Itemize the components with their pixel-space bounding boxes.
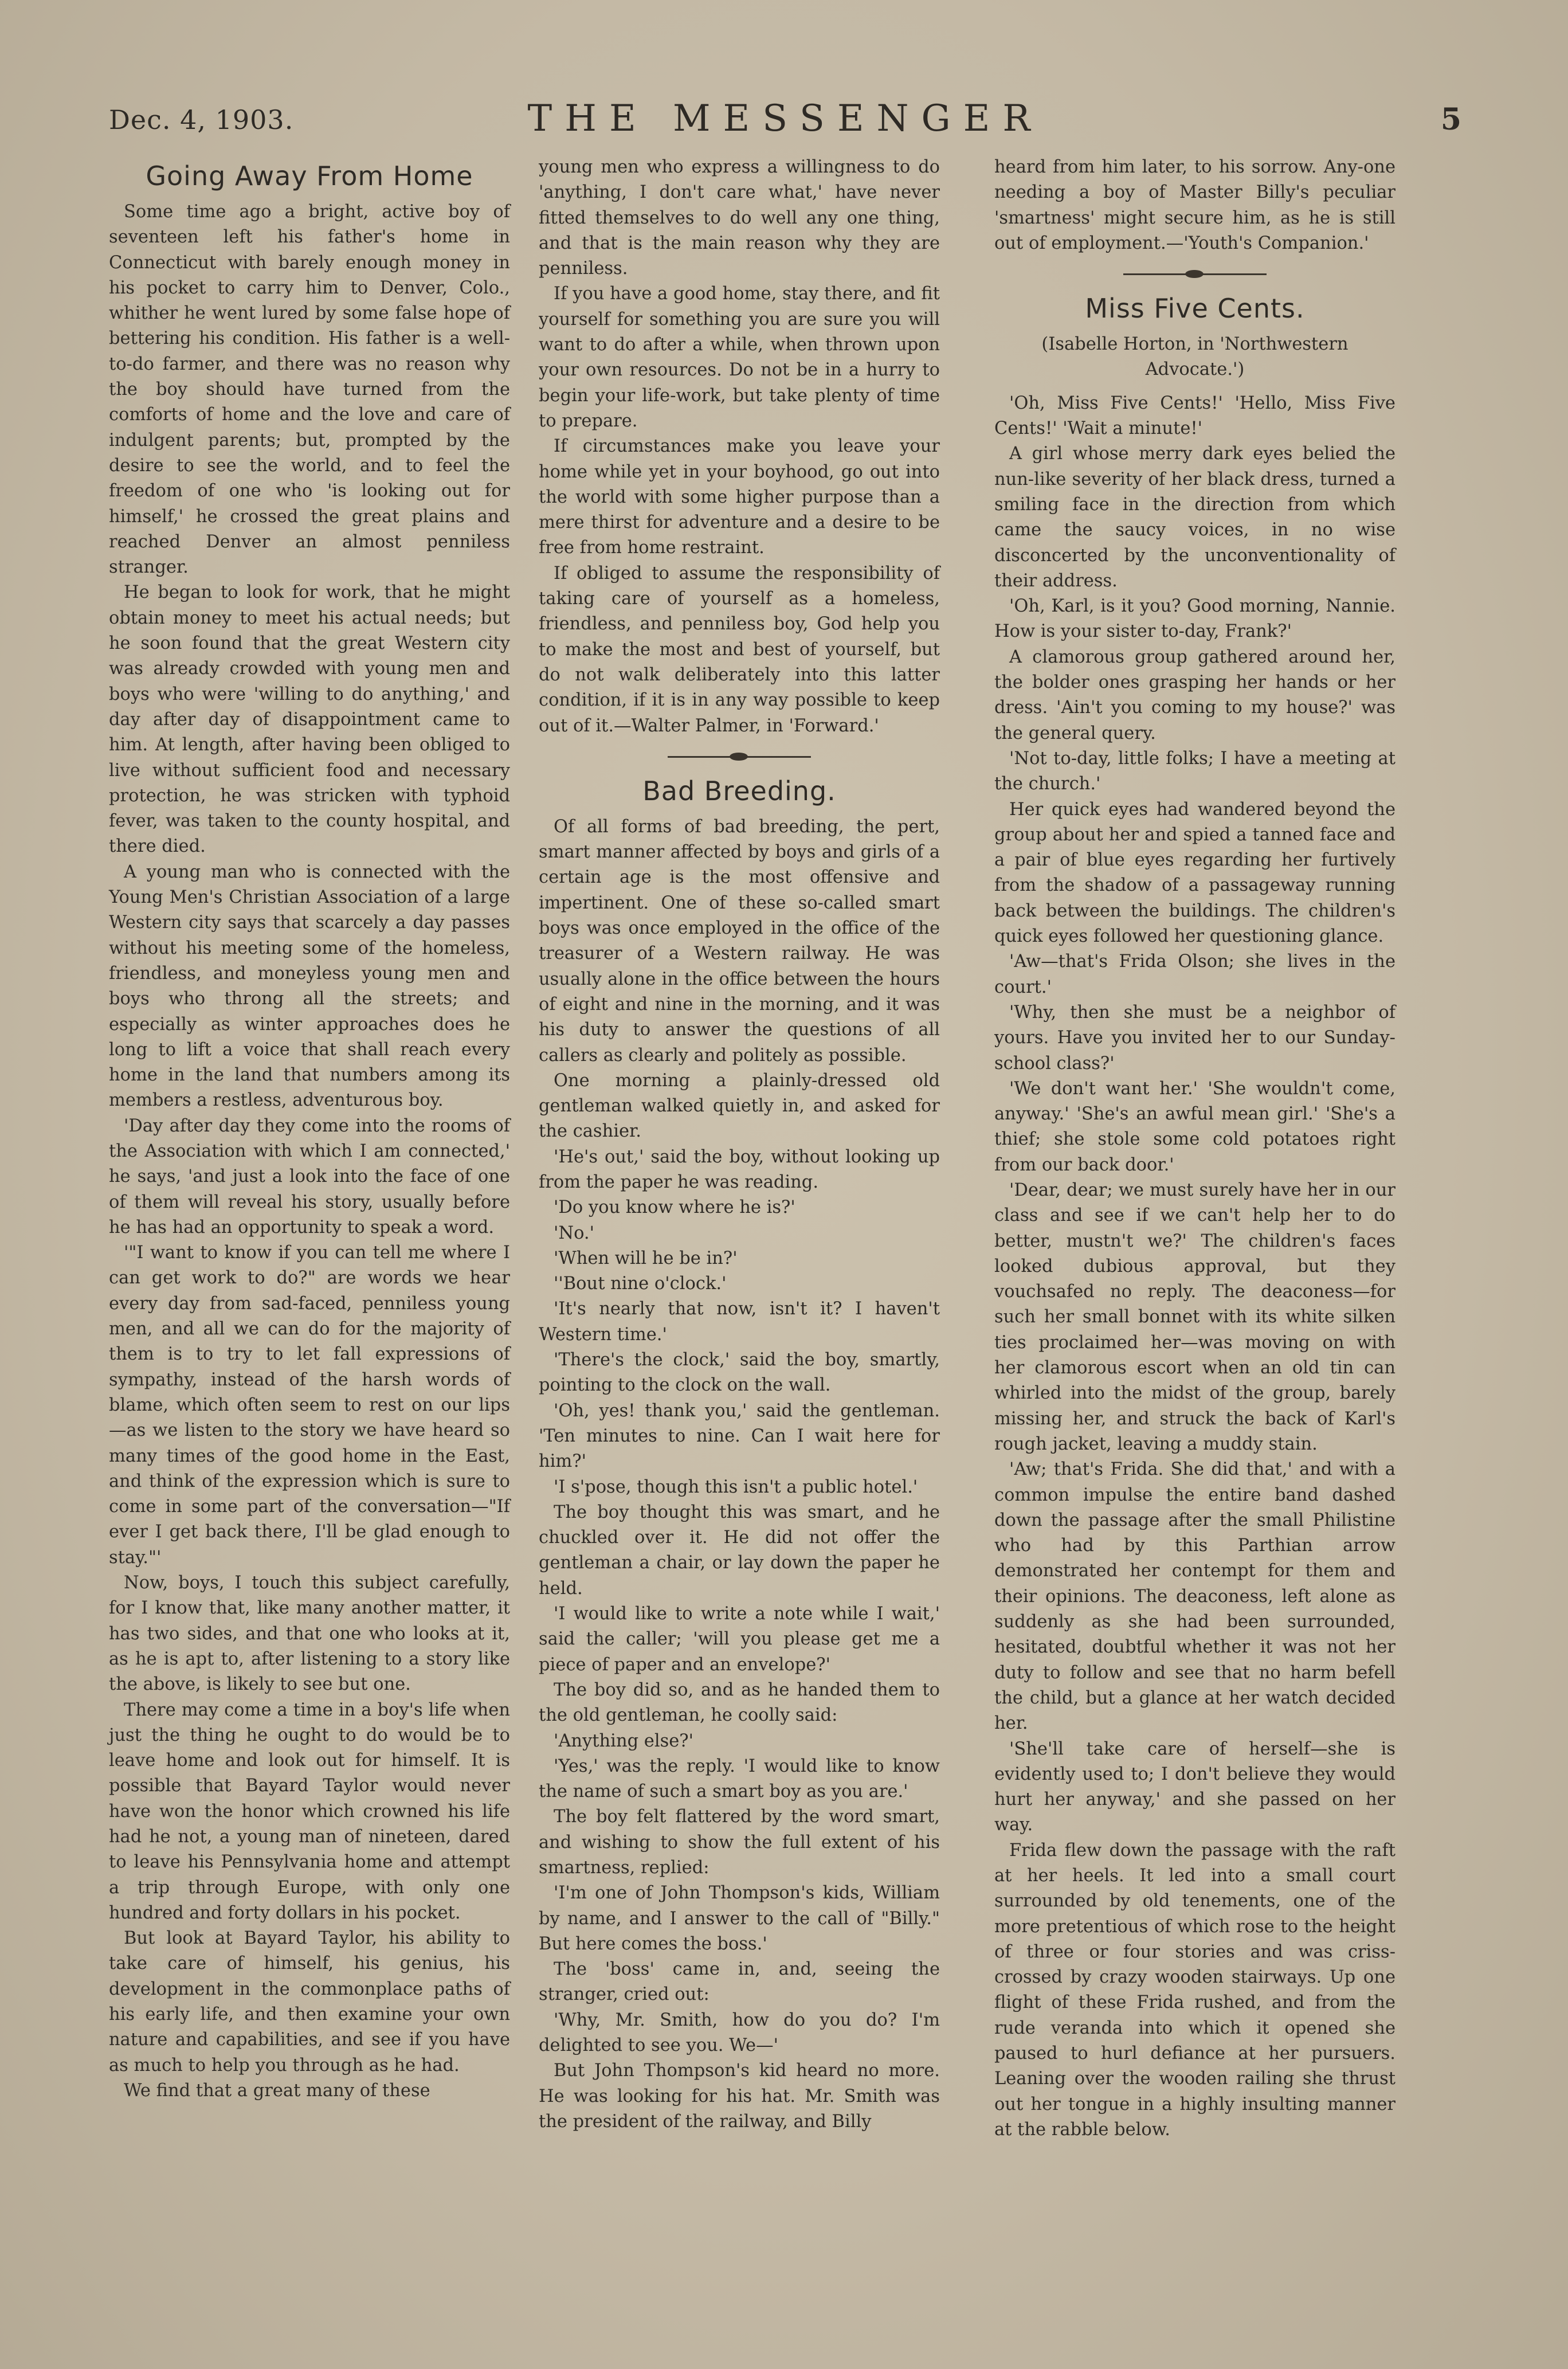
- article-paragraph: Frida flew down the passage with the raft at her heels. It led into a small court surrounded by old tenements, one of the more pretentious of which rose to the height of three or four stories and was criss-crossed by crazy wooden stairways. Up one flight of these Frida rushed, and from the rude veranda into which it opened she paused to hurl defiance at her pursuers. Leaning over the wooden railing she thrust out her tongue in a highly insulting manner at the rabble below.: [994, 1840, 1395, 2140]
- article-paragraph: 'It's nearly that now, isn't it? I haven't Western time.': [539, 1299, 940, 1345]
- article-paragraph: 'When will he be in?': [554, 1248, 738, 1268]
- article-paragraph: The 'boss' came in, and, seeing the stranger, cried out:: [539, 1959, 940, 2005]
- article-paragraph: ''Bout nine o'clock.': [554, 1274, 727, 1294]
- article-paragraph: 'We don't want her.' 'She wouldn't come, anyway.' 'She's an awful mean girl.' 'She's a thief; she stole some cold potatoes right from our back door.': [994, 1078, 1395, 1175]
- article-paragraph: If circumstances make you leave your home while yet in your boyhood, go out into the world with some higher purpose than a mere thirst for adventure and a desire to be free from home restraint.: [539, 436, 940, 558]
- article-paragraph: A clamorous group gathered around her, the bolder ones grasping her hands or her dress. 'Ain't you coming to my house?' was the general query.: [994, 647, 1395, 743]
- article-paragraph: 'He's out,' said the boy, without looking up from the paper he was reading.: [539, 1146, 940, 1192]
- article-paragraph: 'Do you know where he is?': [554, 1197, 795, 1218]
- article-paragraph: The boy thought this was smart, and he chuckled over it. He did not offer the gentleman a chair, or lay down the paper he held.: [539, 1502, 940, 1599]
- column-1: [109, 155, 510, 2104]
- article-paragraph: But John Thompson's kid heard no more. He was looking for his hat. Mr. Smith was the president of the railway, and Billy: [539, 2061, 940, 2132]
- article-paragraph: 'There's the clock,' said the boy, smartly, pointing to the clock on the wall.: [539, 1350, 940, 1396]
- article-paragraph: 'Dear, dear; we must surely have her in our class and see if we can't help her to do better, mustn't we?' The children's faces looked dubious approval, but they vouchsafed no reply. The deaconess—for such her small bonnet with its white silken ties proclaimed her—was moving on with her clamorous escort when an old tin can whirled into the midst of the group, barely missing her, and struck the back of Karl's rough jacket, leaving a muddy stain.: [994, 1180, 1395, 1454]
- article-paragraph: young men who express a willingness to do 'anything, I don't care what,' have never fitted themselves to do well any one thing, and that is the main reason why they are penniless.: [539, 157, 940, 279]
- article-paragraph: One morning a plainly-dressed old gentleman walked quietly in, and asked for the cashier.: [539, 1070, 940, 1142]
- article-paragraph: 'Anything else?': [554, 1730, 694, 1751]
- article-title-going-away-from-home: Going Away From Home: [146, 160, 473, 191]
- section-divider: [668, 750, 811, 763]
- masthead: [109, 97, 1461, 143]
- article-paragraph: The boy felt flattered by the word smart, and wishing to show the full extent of his smartness, replied:: [539, 1807, 940, 1878]
- article-paragraph: Her quick eyes had wandered beyond the group about her and spied a tanned face and a pair of blue eyes regarding her furtively from the shadow of a passageway running back between the buildings. The children's quick eyes followed her questioning glance.: [994, 799, 1395, 947]
- article-paragraph: Now, boys, I touch this subject carefully, for I know that, like many another matter, it has two sides, and that one who looks at it, as he is apt to, after listening to a story like the above, is likely to see but one.: [109, 1573, 510, 1695]
- article-paragraph: 'No.': [554, 1223, 594, 1243]
- article-paragraph: 'Oh, Karl, is it you? Good morning, Nannie. How is your sister to-day, Frank?': [994, 596, 1395, 642]
- article-paragraph: Some time ago a bright, active boy of seventeen left his father's home in Connecticut with barely enough money in his pocket to carry him to Denver, Colo., whither he went lured by some false hope of bettering his condition. His father is a well-to-do farmer, and there was no reason why the boy should have turned from the comforts of home and the love and care of indulgent parents; but, prompted by the desire to see the world, and to feel the freedom of one who 'is looking out for himself,' he crossed the great plains and reached Denver an almost penniless stranger.: [109, 202, 510, 578]
- article-paragraph: If you have a good home, stay there, and fit yourself for something you are sure you will want to do after a while, when thrown upon your own resources. Do not be in a hurry to begin your life-work, but take plenty of time to prepare.: [539, 284, 940, 431]
- article-paragraph: The boy did so, and as he handed them to the old gentleman, he coolly said:: [539, 1679, 940, 1726]
- article-paragraph: If obliged to assume the responsibility of taking care of yourself as a homeless, friendless, and penniless boy, God help you to make the most and best of yourself, but do not walk deliberately into this latter condition, if it is in any way possible to keep out of it.—Walter Palmer, in 'Forward.': [539, 563, 940, 736]
- article-paragraph: 'I would like to write a note while I wait,' said the caller; 'will you please get me a piece of paper and an envelope?': [539, 1604, 940, 1675]
- article-paragraph: Of all forms of bad breeding, the pert, smart manner affected by boys and girls of a certain age is the most offensive and impertinent. One of these so-called smart boys was once employed in the office of the treasurer of a Western railway. He was usually alone in the office between the hours of eight and nine in the morning, and it was his duty to answer the questions of all callers as clearly and politely as possible.: [539, 816, 940, 1066]
- article-paragraph: 'Why, then she must be a neighbor of yours. Have you invited her to our Sunday-school class?': [994, 1002, 1395, 1074]
- article-title-miss-five-cents: Miss Five Cents.: [1085, 293, 1305, 324]
- section-divider: [1123, 268, 1267, 280]
- article-paragraph: 'Yes,' was the reply. 'I would like to know the name of such a smart boy as you are.': [539, 1756, 940, 1802]
- article-paragraph: We find that a great many of these: [124, 2080, 430, 2101]
- article-paragraph: 'Why, Mr. Smith, how do you do? I'm delighted to see you. We—': [539, 2010, 940, 2056]
- article-paragraph: A girl whose merry dark eyes belied the nun-like severity of her black dress, turned a smiling face in the direction from which came the saucy voices, in no wise disconcerted by the unconventionality of their address.: [994, 444, 1395, 591]
- article-paragraph: There may come a time in a boy's life when just the thing he ought to do would be to leave home and look out for himself. It is possible that Bayard Taylor would never have won the honor which crowned his life had he not, a young man of nineteen, dared to leave his Pennsylvania home and attempt a trip through Europe, with only one hundred and forty dollars in his pocket.: [109, 1700, 510, 1923]
- publication-title: THE MESSENGER: [527, 97, 1043, 140]
- article-paragraph: 'Aw—that's Frida Olson; she lives in the court.': [994, 951, 1395, 997]
- article-paragraph: But look at Bayard Taylor, his ability to take care of himself, his genius, his development in the commonplace paths of his early life, and then examine your own nature and capabilities, and see if you have as much to help you through as he had.: [109, 1928, 510, 2076]
- article-paragraph: He began to look for work, that he might obtain money to meet his actual needs; but he soon found that the great Western city was already crowded with young men and boys who were 'willing to do anything,' and day after day of disappointment came to him. At length, after having been obliged to live without sufficient food and necessary protection, he was stricken with typhoid fever, was taken to the county hospital, and there died.: [109, 582, 510, 857]
- article-paragraph: 'I s'pose, though this isn't a public hotel.': [554, 1477, 918, 1497]
- article-paragraph: heard from him later, to his sorrow. Any-one needing a boy of Master Billy's peculiar 'smartness' might secure him, as he is still out of employment.—'Youth's Companion.': [994, 157, 1395, 253]
- article-paragraph: 'Oh, yes! thank you,' said the gentleman. 'Ten minutes to nine. Can I wait here for him?': [539, 1400, 940, 1472]
- article-paragraph: 'I'm one of John Thompson's kids, William by name, and I answer to the call of "Billy." But here comes the boss.': [539, 1883, 940, 1954]
- article-byline: (Isabelle Horton, in 'Northwestern Advocate.'): [1041, 334, 1349, 380]
- article-paragraph: 'Aw; that's Frida. She did that,' and with a common impulse the entire band dashed down the passage after the small Philistine who had by this Parthian arrow demonstrated her contempt for them and their opinions. The deaconess, left alone as suddenly as she had been surrounded, hesitated, doubtful whether it was not her duty to follow and see that no harm befell the child, but a glance at her watch decided her.: [994, 1459, 1395, 1734]
- article-paragraph: A young man who is connected with the Young Men's Christian Association of a large Western city says that scarcely a day passes without his meeting some of the homeless, friendless, and moneyless young men and boys who throng all the streets; and especially as winter approaches does he long to lift a voice that shall reach every home in the land that numbers among its members a restless, adventurous boy.: [109, 862, 510, 1111]
- column-3: [994, 155, 1395, 2143]
- article-paragraph: 'Day after day they come into the rooms of the Association with which I am connected,' he says, 'and just a look into the face of one of them will reveal his story, usually before he has had an opportunity to speak a word.: [109, 1115, 510, 1238]
- article-title-bad-breeding: Bad Breeding.: [642, 775, 836, 806]
- issue-date: Dec. 4, 1903.: [109, 104, 294, 135]
- article-paragraph: 'Oh, Miss Five Cents!' 'Hello, Miss Five Cents!' 'Wait a minute!': [994, 393, 1395, 439]
- column-2: [539, 155, 940, 2135]
- page-number: 5: [1440, 102, 1461, 137]
- article-paragraph: '"I want to know if you can tell me where I can get work to do?" are words we hear every day from sad-faced, penniless young men, and all we can do for the majority of them is to try to let fall expressions of sympathy, instead of the harsh words of blame, which often seem to rest on our lips—as we listen to the story we have heard so many times of the good home in the East, and think of the expression which is sure to come in some part of the conversation—"If ever I get back there, I'll be glad enough to stay."': [109, 1243, 510, 1568]
- article-paragraph: 'Not to-day, little folks; I have a meeting at the church.': [994, 748, 1395, 794]
- article-paragraph: 'She'll take care of herself—she is evidently used to; I don't believe they would hurt her anyway,' and she passed on her way.: [994, 1738, 1395, 1835]
